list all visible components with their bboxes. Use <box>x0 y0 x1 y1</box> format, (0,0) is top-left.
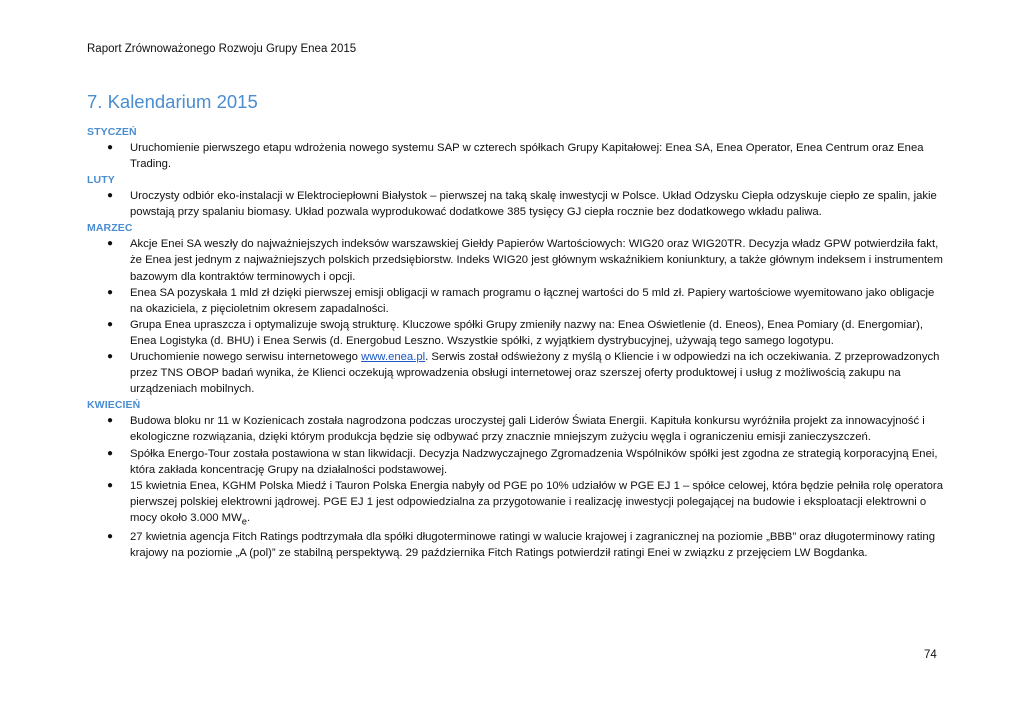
page-number: 74 <box>924 649 937 661</box>
month-list-april <box>87 413 943 561</box>
bullet-icon: ● <box>107 238 114 250</box>
month-list-march <box>87 236 943 397</box>
list-item-text: Uruchomienie pierwszego etapu wdrożenia nowego systemu SAP w czterech spółkach Grupy Kapitałowej: Enea SA, Enea Operator, Enea Centrum oraz Enea Trading. <box>130 142 924 171</box>
list-item <box>87 529 943 561</box>
list-item <box>87 349 943 397</box>
list-item-text: 27 kwietnia agencja Fitch Ratings podtrzymała dla spółki długoterminowe ratingi w walucie krajowej i zagranicznej na poziomie „BBB” oraz długoterminowy rating krajowy na poziomie „A (pol)” ze stabilną perspektywą. 29 października Fitch Ratings potwierdził ratingi Enei w związku z przejęciem LW Bogdanka. <box>130 531 935 560</box>
bullet-icon: ● <box>107 318 114 330</box>
list-item-text: Enea SA pozyskała 1 mld zł dzięki pierwszej emisji obligacji w ramach programu o łącznej wartości do 5 mld zł. Papiery wartościowe wyemitowano jako obligacje na okaziciela, z pięcioletnim okresem zapadalności. <box>130 286 935 315</box>
list-item-text: 15 kwietnia Enea, KGHM Polska Miedź i Tauron Polska Energia nabyły od PGE po 10% udziałów w PGE EJ 1 – spółce celowej, która będzie pełniła rolę operatora pierwszej polskiej elektrowni jądrowej. PGE EJ 1 jest odpowiedzialna za przygotowanie i realizację inwestycji polegającej na budowie i eksploatacji elektrowni o mocy około 3.000 MW <box>130 479 943 524</box>
section-title: 7. Kalendarium 2015 <box>87 91 258 112</box>
list-item <box>87 478 943 530</box>
list-item <box>87 236 943 284</box>
page-header: Raport Zrównoważonego Rozwoju Grupy Enea 2015 <box>87 43 357 55</box>
bullet-icon: ● <box>107 351 114 363</box>
month-list-february <box>87 188 943 220</box>
list-item <box>87 188 943 220</box>
list-item-text: Akcje Enei SA weszły do najważniejszych indeksów warszawskiej Giełdy Papierów Wartościowych: WIG20 oraz WIG20TR. Decyzja władz GPW potwierdziła fakt, że Enea jest jednym z najważniejszych polskich przedsiębiorstw. Indeks WIG20 jest głównym wskaźnikiem koniunktury, a także głównym indeksem i instrumentem bazowym dla kontraktów terminowych i opcji. <box>130 238 943 283</box>
month-heading-march: MARZEC <box>87 222 133 235</box>
enea-website-link[interactable]: www.enea.pl <box>361 351 426 364</box>
bullet-icon: ● <box>107 447 114 459</box>
list-item-text: Spółka Energo-Tour została postawiona w stan likwidacji. Decyzja Nadzwyczajnego Zgromadzenia Wspólników spółki jest zgodna ze strategią korporacyjną Enei, która zakłada koncentrację Grupy na działalności podstawowej. <box>130 447 938 476</box>
bullet-icon: ● <box>107 531 114 543</box>
bullet-icon: ● <box>107 142 114 153</box>
list-item-text: Grupa Enea upraszcza i optymalizuje swoją strukturę. Kluczowe spółki Grupy zmieniły nazwy na: Enea Oświetlenie (d. Eneos), Enea Pomiary (d. Energomiar), Enea Logistyka (d. BHU) i Enea Serwis (d. Energobud Leszno. Wszystkie spółki, z wyjątkiem dystrybucyjnej, używają tego samego logotypu. <box>130 318 924 347</box>
list-item-text-end: . <box>247 511 251 524</box>
list-item-text: Budowa bloku nr 11 w Kozienicach została nagrodzona podczas uroczystej gali Liderów Świata Energii. Kapituła konkursu wyróżniła projekt za innowacyjność i ekologiczne rozwiązania, dzięki którym produkcja będzie się odbywać przy znacznie mniejszym zużyciu węgla i ograniczeniu emisji zanieczyszczeń. <box>130 415 925 444</box>
subscript-e: e <box>241 515 247 527</box>
list-item <box>87 285 943 317</box>
list-item-text: Uroczysty odbiór eko-instalacji w Elektrociepłowni Białystok – pierwszej na taką skalę inwestycji w Polsce. Układ Odzysku Ciepła odzyskuje ciepło ze spalin, jakie powstają przy spalaniu biomasy. Układ pozwala wyprodukować dodatkowe 385 tysięcy GJ ciepła rocznie bez dodatkowego wkładu paliwa. <box>130 190 937 219</box>
list-item <box>87 317 943 349</box>
month-list-january <box>87 140 943 172</box>
bullet-icon: ● <box>107 479 114 491</box>
month-heading-february: LUTY <box>87 174 115 187</box>
month-heading-april: KWIECIEŃ <box>87 399 141 412</box>
list-item-text-before-link: Uruchomienie nowego serwisu internetowego <box>130 351 362 364</box>
list-item-text-after-link: . Serwis został odświeżony z myślą o Kliencie i w odpowiedzi na ich oczekiwania. Z przeprowadzonych przez TNS OBOP badań wynika, że Klienci oczekują wprowadzenia obsługi internetowej oraz szerszej oferty produktowej i usług z możliwością zakupu na urządzeniach mobilnych. <box>130 351 940 396</box>
bullet-icon: ● <box>107 286 114 298</box>
list-item <box>87 446 943 478</box>
month-heading-january: STYCZEŃ <box>87 126 137 138</box>
list-item <box>87 413 943 445</box>
calendar-content <box>87 124 943 561</box>
bullet-icon: ● <box>107 415 114 427</box>
list-item <box>87 140 943 172</box>
bullet-icon: ● <box>107 190 114 202</box>
